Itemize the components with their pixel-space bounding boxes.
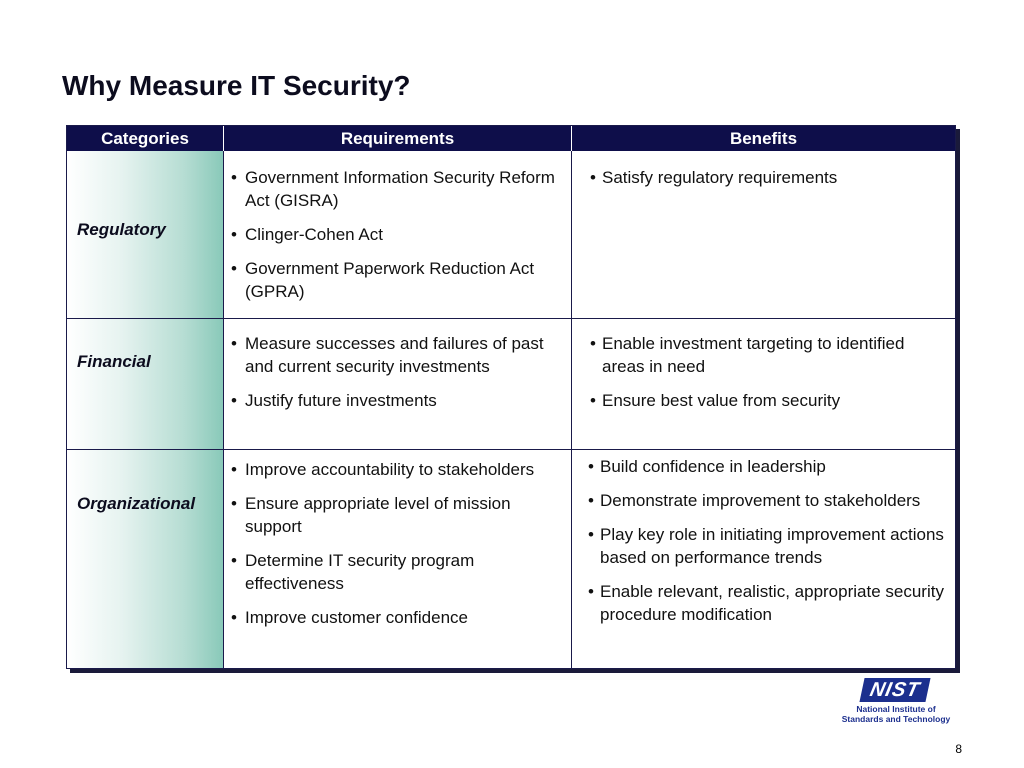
nist-logo-mark: NIST <box>859 678 930 702</box>
header-requirements: Requirements <box>223 126 571 151</box>
benefits-organizational <box>586 455 946 637</box>
requirements-financial <box>229 332 563 423</box>
list-item: • Play key role in initiating improvement actions based on performance trends <box>586 523 946 569</box>
benefits-regulatory <box>588 166 948 200</box>
table-header-row <box>67 126 955 151</box>
list-item: • Government Information Security Reform Act (GISRA) <box>229 166 563 212</box>
list-item: • Clinger-Cohen Act <box>229 223 563 246</box>
category-organizational: Organizational <box>77 494 196 513</box>
list-item: • Improve accountability to stakeholders <box>229 458 569 481</box>
category-regulatory: Regulatory <box>77 220 166 239</box>
column-divider <box>571 151 572 668</box>
requirements-regulatory <box>229 166 563 314</box>
slide-title: Why Measure IT Security? <box>62 70 411 101</box>
category-financial: Financial <box>77 352 151 371</box>
list-item: • Measure successes and failures of past and current security investments <box>229 332 563 378</box>
benefits-financial <box>588 332 948 423</box>
requirements-organizational <box>229 458 569 640</box>
list-item: • Improve customer confidence <box>229 606 569 629</box>
list-item: • Enable investment targeting to identified areas in need <box>588 332 948 378</box>
row-divider <box>67 449 955 450</box>
list-item: • Justify future investments <box>229 389 563 412</box>
column-divider <box>223 151 224 668</box>
list-item: • Ensure appropriate level of mission support <box>229 492 569 538</box>
list-item: • Enable relevant, realistic, appropriate security procedure modification <box>586 580 946 626</box>
header-benefits: Benefits <box>571 126 955 151</box>
header-categories: Categories <box>101 129 189 148</box>
list-item: • Ensure best value from security <box>588 389 948 412</box>
list-item: • Satisfy regulatory requirements <box>588 166 948 189</box>
list-item: • Determine IT security program effectiveness <box>229 549 569 595</box>
row-divider <box>67 318 955 319</box>
nist-logo-line-1: National Institute of <box>856 704 936 714</box>
list-item: • Build confidence in leadership <box>586 455 946 478</box>
nist-logo-line-2: Standards and Technology <box>841 714 951 724</box>
security-measures-table <box>66 125 956 669</box>
page-number: 8 <box>955 742 962 756</box>
nist-logo <box>836 676 956 726</box>
list-item: • Government Paperwork Reduction Act (GPRA) <box>229 257 563 303</box>
list-item: • Demonstrate improvement to stakeholders <box>586 489 946 512</box>
